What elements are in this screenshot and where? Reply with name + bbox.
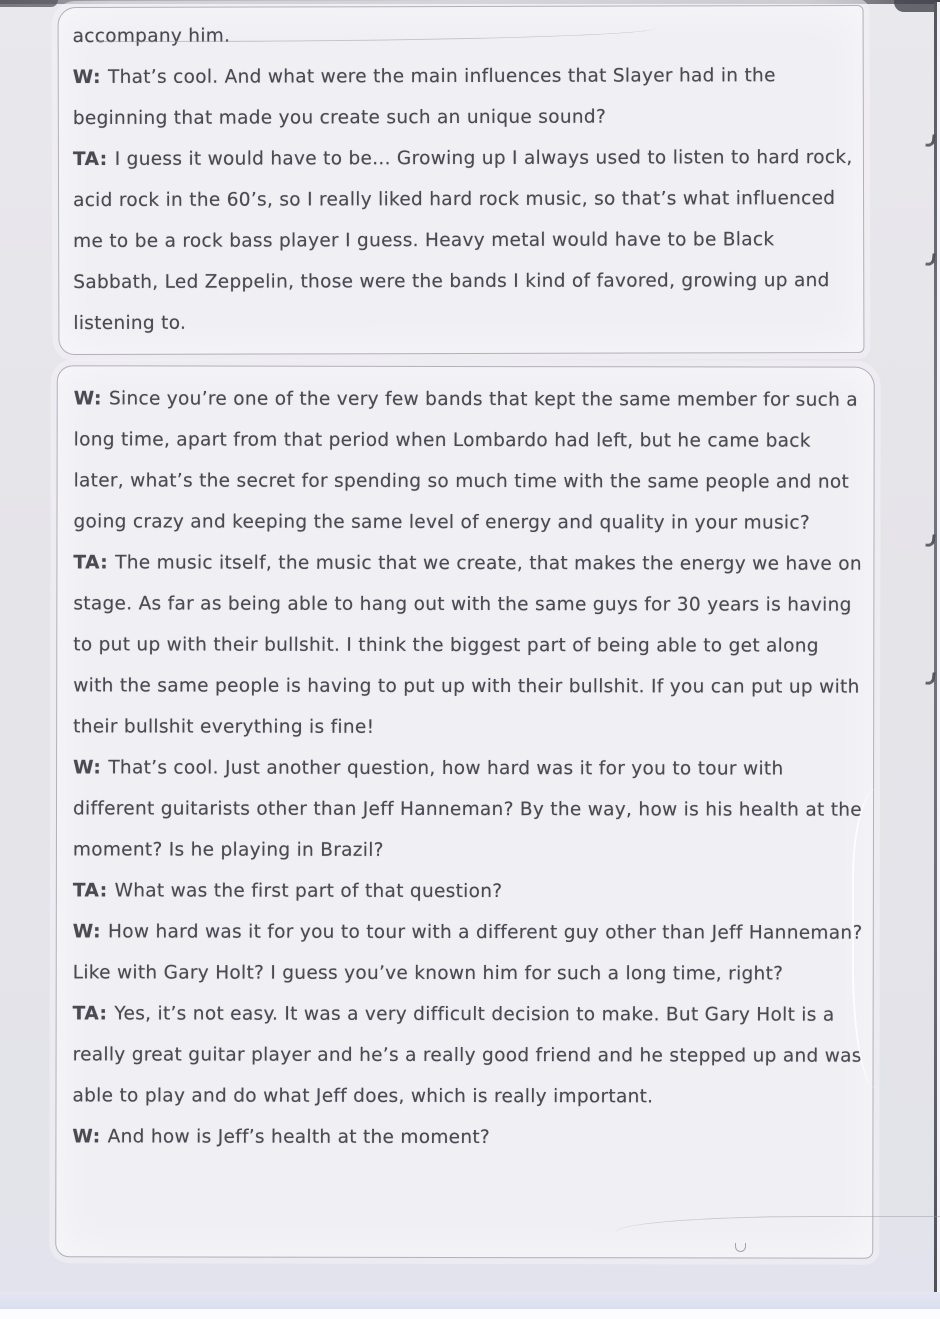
speaker-label: W:: [72, 921, 102, 943]
speaker-label: W:: [72, 66, 102, 89]
paragraph-text: Yes, it’s not easy. It was a very difficult decision to make. But Gary Holt is a really great guitar player and he’s a really good friend and he stepped up and was able to play and do what Jeff does, which is really important.: [72, 1003, 862, 1108]
paragraph: [72, 1116, 864, 1158]
speaker-label: TA:: [72, 148, 108, 171]
scan-bottom-white-strip: [0, 1309, 940, 1319]
speaker-label: W:: [72, 1126, 101, 1148]
interview-text-block-2: [55, 365, 875, 1258]
paragraph-text: What was the first part of that question?: [114, 880, 503, 903]
scan-top-left-corner-shadow: [0, 0, 58, 7]
scan-top-edge-shadow: [0, 0, 940, 4]
speaker-label: TA:: [73, 552, 109, 574]
paragraph: [73, 378, 865, 543]
paragraph: [73, 870, 865, 912]
speaker-label: TA:: [72, 880, 108, 902]
speaker-label: W:: [73, 757, 102, 779]
paragraph-text: The music itself, the music that we create, that makes the energy we have on stage. As far as being able to hang out with the same guys for 30 years is having to put up with their bullshit. I think the biggest part of being able to get along with the same people is having to put up with their bullshit. If you can put up with their bullshit everything is fine!: [73, 552, 862, 738]
scan-bottom-band: [0, 1292, 940, 1309]
paragraph-text: And how is Jeff’s health at the moment?: [107, 1126, 491, 1149]
paragraph: [73, 747, 865, 871]
interview-text-block-1: [58, 5, 865, 355]
paragraph-text: I guess it would have to be... Growing up I always used to listen to hard rock, acid rock in the 60’s, so I really liked hard rock music, so that’s what influenced me to be a rock bass player I guess. Heavy metal would have to be Black Sabbath, Led Zeppelin, those were the bands I kind of favored, growing up and listening to.: [73, 146, 853, 335]
paragraph-text: That’s cool. And what were the main influences that Slayer had in the beginning that made you create such an unique sound?: [72, 65, 776, 130]
paragraph: [73, 137, 854, 344]
page-edge-line: [934, 2, 937, 1294]
paragraph: [73, 55, 853, 139]
paragraph-text: How hard was it for you to tour with a different guy other than Jeff Hanneman? Like with Gary Holt? I guess you’ve known him for such a long time, right?: [72, 921, 863, 985]
speaker-label: TA:: [72, 1003, 108, 1025]
paragraph-text: Since you’re one of the very few bands that kept the same member for such a long time, apart from that period when Lombardo had left, but he came back later, what’s the secret for spending so much time with the same people and not going crazy and keeping the same level of energy and quality in your music?: [73, 388, 858, 534]
paragraph-text: That’s cool. Just another question, how hard was it for you to tour with different guitarists other than Jeff Hanneman? By the way, how is his health at the moment? Is he playing in Brazil?: [72, 757, 863, 861]
paragraph: [73, 911, 865, 994]
speaker-label: W:: [73, 388, 102, 410]
paragraph: [72, 993, 864, 1117]
paragraph: [73, 542, 865, 748]
paragraph-text: accompany him.: [72, 25, 231, 48]
